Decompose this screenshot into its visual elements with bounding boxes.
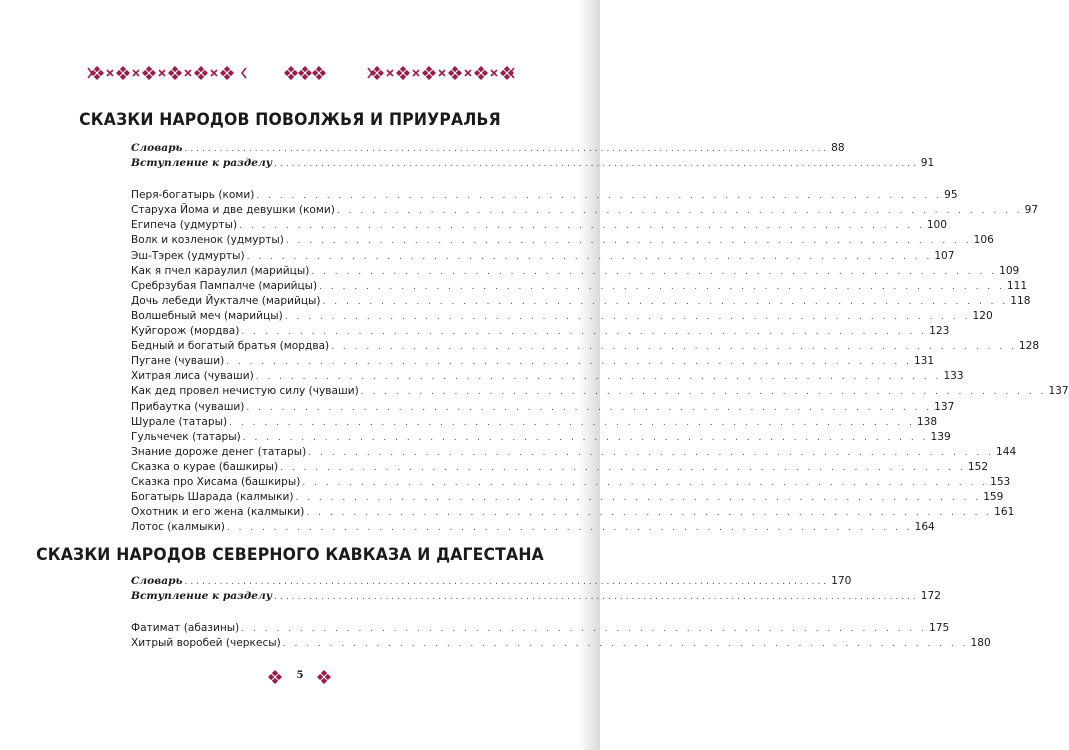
- toc-entry-list: [131, 188, 1069, 535]
- ornament-border-icon: [86, 66, 248, 80]
- toc-page: 123: [929, 325, 950, 338]
- toc-title: Волшебный меч (марийцы): [131, 309, 283, 322]
- toc-title: Пугане (чуваши): [131, 355, 225, 368]
- toc-title: Гульчечек (татары): [131, 430, 241, 443]
- leader-dots: . . . . . . . . . . . . . . . . . . . . . . . . . . . . . . . . . . . . . . . . . . . . . . . . . . . . . . . . . . .: [319, 281, 1005, 292]
- toc-row[interactable]: [131, 294, 1031, 309]
- toc-page: 137: [934, 400, 955, 413]
- toc-title: Эш-Тэрек (удмурты): [131, 249, 245, 262]
- toc-page: 180: [970, 637, 991, 650]
- toc-row[interactable]: [131, 218, 948, 233]
- leader-dots: ..............................................................................................................: [274, 159, 919, 170]
- toc-row[interactable]: [131, 309, 993, 324]
- toc-row[interactable]: [131, 520, 935, 535]
- toc-row[interactable]: [131, 188, 958, 203]
- leader-dots: . . . . . . . . . . . . . . . . . . . . . . . . . . . . . . . . . . . . . . . . . . . . . . . . . . . . . . . . . . .: [241, 327, 928, 338]
- page-number: 5: [296, 670, 304, 681]
- leader-dots: . . . . . . . . . . . . . . . . . . . . . . . . . . . . . . . . . . . . . . . . . . . . . . . . . . . . . . . . . . .: [229, 417, 915, 428]
- toc-row[interactable]: [131, 369, 964, 384]
- toc-title: Охотник и его жена (калмыки): [131, 506, 305, 519]
- toc-row[interactable]: [131, 324, 950, 339]
- leader-dots: . . . . . . . . . . . . . . . . . . . . . . . . . . . . . . . . . . . . . . . . . . . . . . . . . . . . . . . . . . .: [256, 191, 943, 202]
- leader-dots: . . . . . . . . . . . . . . . . . . . . . . . . . . . . . . . . . . . . . . . . . . . . . . . . . . . . . . . . . . .: [246, 402, 933, 413]
- leader-dots: . . . . . . . . . . . . . . . . . . . . . . . . . . . . . . . . . . . . . . . . . . . . . . . . . . . . . . . . . . .: [311, 266, 998, 277]
- toc-section-2: [131, 574, 991, 651]
- toc-title: Богатырь Шарада (калмыки): [131, 491, 294, 504]
- leader-dots: . . . . . . . . . . . . . . . . . . . . . . . . . . . . . . . . . . . . . . . . . . . . . . . . . . . . . . . . . . .: [280, 462, 966, 473]
- toc-title: Прибаутка (чуваши): [131, 400, 245, 413]
- toc-title: Перя-богатырь (коми): [131, 189, 255, 202]
- toc-page: 144: [995, 445, 1017, 458]
- toc-page: 137: [1048, 385, 1069, 398]
- toc-title: Шурале (татары): [131, 415, 228, 428]
- leader-dots: . . . . . . . . . . . . . . . . . . . . . . . . . . . . . . . . . . . . . . . . . . . . . . . . . . . . . . . . . . .: [306, 508, 993, 519]
- toc-title: Хитрая лиса (чуваши): [131, 370, 254, 383]
- toc-title: Сребрзубая Пампалче (марийцы): [131, 279, 318, 292]
- toc-page: 91: [920, 157, 935, 170]
- toc-page: 111: [1006, 279, 1028, 292]
- leader-dots: . . . . . . . . . . . . . . . . . . . . . . . . . . . . . . . . . . . . . . . . . . . . . . . . . . . . . . . . . . .: [239, 221, 925, 232]
- toc-page: 106: [973, 234, 994, 247]
- section-title: СКАЗКИ НАРОДОВ ПОВОЛЖЬЯ И ПРИУРАЛЬЯ: [79, 110, 501, 130]
- toc-row[interactable]: [131, 233, 994, 248]
- toc-page: 100: [926, 219, 948, 232]
- leader-dots: . . . . . . . . . . . . . . . . . . . . . . . . . . . . . . . . . . . . . . . . . . . . . . . . . . . . . . . . . . .: [242, 432, 929, 443]
- toc-page: 120: [972, 309, 993, 322]
- toc-section-1: [131, 141, 1069, 535]
- toc-title: Словарь: [131, 575, 183, 587]
- leader-dots: . . . . . . . . . . . . . . . . . . . . . . . . . . . . . . . . . . . . . . . . . . . . . . . . . . . . . . . . . . .: [226, 357, 912, 368]
- toc-title: Дочь лебеди Йукталче (марийцы): [131, 294, 321, 307]
- toc-row[interactable]: [131, 400, 955, 415]
- leader-dots: . . . . . . . . . . . . . . . . . . . . . . . . . . . . . . . . . . . . . . . . . . . . . . . . . . . . . . . . . . .: [322, 296, 1009, 307]
- toc-title: Волк и козленок (удмурты): [131, 234, 284, 247]
- ornament-flower-icon: [283, 66, 327, 80]
- toc-page: 109: [999, 264, 1020, 277]
- toc-row[interactable]: [131, 430, 951, 445]
- toc-row[interactable]: [131, 621, 950, 636]
- leader-dots: . . . . . . . . . . . . . . . . . . . . . . . . . . . . . . . . . . . . . . . . . . . . . . . . . . . . . . . . . . .: [285, 236, 972, 247]
- toc-page: 164: [914, 521, 935, 534]
- toc-row[interactable]: [131, 636, 991, 651]
- toc-page: 161: [994, 506, 1015, 519]
- toc-page: 139: [930, 430, 951, 443]
- toc-page: 133: [943, 370, 964, 383]
- leader-dots: ..............................................................................................................: [184, 577, 830, 587]
- ornament-flower-icon: [314, 670, 334, 684]
- toc-title: Лотос (калмыки): [131, 521, 225, 534]
- toc-page: 97: [1024, 204, 1039, 217]
- leader-dots: . . . . . . . . . . . . . . . . . . . . . . . . . . . . . . . . . . . . . . . . . . . . . . . . . . . . . . . . . . .: [308, 447, 994, 458]
- toc-page: 128: [1018, 340, 1040, 353]
- toc-title: Бедный и богатый братья (мордва): [131, 340, 330, 353]
- leader-dots: . . . . . . . . . . . . . . . . . . . . . . . . . . . . . . . . . . . . . . . . . . . . . . . . . . . . . . . . . . .: [295, 493, 982, 504]
- toc-row[interactable]: [131, 354, 935, 369]
- header-ornament: [0, 66, 600, 82]
- toc-page: 172: [920, 590, 942, 603]
- leader-dots: . . . . . . . . . . . . . . . . . . . . . . . . . . . . . . . . . . . . . . . . . . . . . . . . . . . . . . . . . . .: [331, 342, 1017, 353]
- leader-dots: . . . . . . . . . . . . . . . . . . . . . . . . . . . . . . . . . . . . . . . . . . . . . . . . . . . . . . . . . . .: [241, 624, 927, 635]
- toc-title: Как дед провел нечистую силу (чуваши): [131, 385, 359, 398]
- toc-page: 159: [983, 491, 1004, 504]
- leader-dots: ..............................................................................................................: [274, 592, 919, 603]
- ornament-border-icon: [366, 66, 516, 80]
- toc-row[interactable]: [131, 589, 942, 604]
- toc-title: Египеча (удмурты): [131, 219, 238, 232]
- toc-row[interactable]: [131, 574, 852, 589]
- toc-row[interactable]: [131, 279, 1028, 294]
- toc-title: Сказка про Хисама (башкиры): [131, 475, 301, 488]
- toc-row[interactable]: [131, 249, 955, 264]
- toc-entry-list: [131, 621, 991, 651]
- toc-title: Вступление к разделу: [131, 157, 273, 170]
- toc-row[interactable]: [131, 264, 1020, 279]
- leader-dots: . . . . . . . . . . . . . . . . . . . . . . . . . . . . . . . . . . . . . . . . . . . . . . . . . . . . . . . . . . .: [282, 639, 969, 650]
- toc-row[interactable]: [131, 460, 989, 475]
- ornament-flower-icon: [265, 670, 285, 684]
- toc-page: 175: [929, 622, 950, 635]
- toc-page: 118: [1010, 294, 1031, 307]
- leader-dots: . . . . . . . . . . . . . . . . . . . . . . . . . . . . . . . . . . . . . . . . . . . . . . . . . . . . . . . . . . .: [246, 251, 933, 262]
- page-footer: [0, 668, 580, 686]
- toc-title: Фатимат (абазины): [131, 622, 240, 635]
- toc-row[interactable]: [131, 384, 1069, 399]
- toc-row[interactable]: [131, 415, 938, 430]
- toc-page: 138: [916, 415, 938, 428]
- toc-title: Знание дороже денег (татары): [131, 445, 307, 458]
- toc-title: Старуха Йома и две девушки (коми): [131, 204, 335, 217]
- leader-dots: . . . . . . . . . . . . . . . . . . . . . . . . . . . . . . . . . . . . . . . . . . . . . . . . . . . . . . . . . . .: [302, 477, 989, 488]
- toc-row[interactable]: [131, 339, 1040, 354]
- toc-row[interactable]: [131, 156, 935, 171]
- section-title: СКАЗКИ НАРОДОВ СЕВЕРНОГО КАВКАЗА И ДАГЕСТАНА: [36, 545, 544, 565]
- toc-page: 170: [831, 575, 852, 587]
- leader-dots: . . . . . . . . . . . . . . . . . . . . . . . . . . . . . . . . . . . . . . . . . . . . . . . . . . . . . . . . . . .: [336, 206, 1023, 217]
- toc-row[interactable]: [131, 141, 845, 156]
- leader-dots: . . . . . . . . . . . . . . . . . . . . . . . . . . . . . . . . . . . . . . . . . . . . . . . . . . . . . . . . . . .: [284, 311, 971, 322]
- toc-row[interactable]: [131, 445, 1017, 460]
- toc-page: 95: [944, 189, 958, 202]
- toc-title: Сказка о курае (башкиры): [131, 460, 279, 473]
- leader-dots: . . . . . . . . . . . . . . . . . . . . . . . . . . . . . . . . . . . . . . . . . . . . . . . . . . . . . . . . . . .: [360, 387, 1047, 398]
- toc-title: Хитрый воробей (черкесы): [131, 637, 281, 650]
- leader-dots: . . . . . . . . . . . . . . . . . . . . . . . . . . . . . . . . . . . . . . . . . . . . . . . . . . . . . . . . . . .: [255, 372, 942, 383]
- leader-dots: . . . . . . . . . . . . . . . . . . . . . . . . . . . . . . . . . . . . . . . . . . . . . . . . . . . . . . . . . . .: [226, 523, 913, 534]
- toc-title: Словарь: [131, 142, 183, 154]
- toc-page: 153: [990, 475, 1011, 488]
- toc-page: 131: [913, 355, 935, 368]
- toc-title: Куйгорож (мордва): [131, 325, 240, 338]
- toc-title: Как я пчел караулил (марийцы): [131, 264, 310, 277]
- toc-row[interactable]: [131, 203, 1039, 218]
- toc-row[interactable]: [131, 505, 1015, 520]
- toc-title: Вступление к разделу: [131, 590, 273, 603]
- toc-page: 152: [967, 460, 989, 473]
- toc-row[interactable]: [131, 490, 1004, 505]
- toc-page: 107: [934, 249, 955, 262]
- toc-page: 88: [831, 142, 845, 154]
- toc-row[interactable]: [131, 475, 1011, 490]
- leader-dots: ..............................................................................................................: [184, 144, 830, 154]
